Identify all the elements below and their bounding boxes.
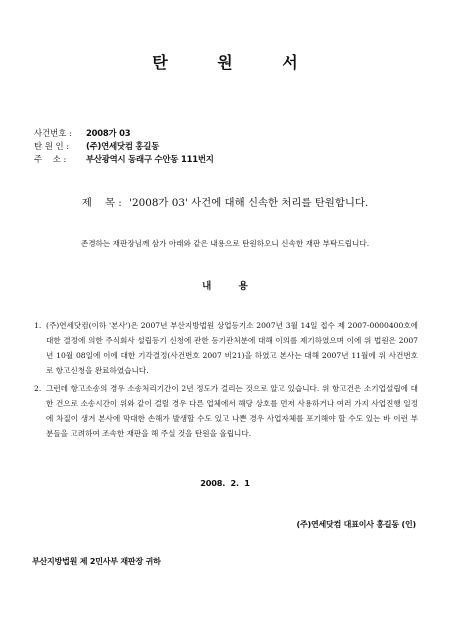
document-title: 탄 원 서	[152, 53, 320, 72]
address-label: 주 소 :	[34, 154, 67, 164]
subject-label: 제 목 :	[81, 197, 122, 209]
subject-line	[0, 194, 450, 209]
paragraph-1	[34, 318, 418, 378]
petitioner-label: 탄 원 인 :	[34, 141, 70, 151]
case-number-value: 2008가 03	[86, 128, 131, 138]
intro-text: 존경하는 재판장님께 삼가 아래와 같은 내용으로 탄원하오니 신속한 재판 부탁드립니다.	[80, 239, 370, 248]
case-number-label: 사건번호 :	[34, 128, 72, 138]
petitioner-value: (주)연세닷컴 홍길동	[86, 141, 160, 151]
header-info	[34, 127, 214, 166]
section-title: 내 용	[202, 281, 260, 292]
signer: (주)연세닷컴 대표이사 홍길동 (인)	[296, 520, 416, 529]
subject-text: '2008가 03' 사건에 대해 신속한 처리를 탄원합니다.	[129, 197, 369, 209]
address-value: 부산광역시 동래구 수안동 111번지	[86, 154, 214, 164]
recipient: 부산지방법원 제 2민사부 재판장 귀하	[32, 557, 161, 566]
paragraph-number: 2.	[34, 384, 42, 393]
case-number-row	[34, 127, 214, 140]
paragraph-number: 1.	[34, 321, 42, 330]
paragraph-2	[34, 381, 418, 441]
paragraph-text: (주)연세닷컴(이하 '본사')은 2007년 부산지방법원 상업등기소 2007년 3월 14일 접수 제 2007-0000400호에 대한 결정에 의한 주식회사 설립등기 신청에 관한 등기관처분에 대해 이의를 제기하였으며 이에 위 법원은 2007년 10월 08일에 이에 대한 기각결정(사건번호 2007 비21)을 하였고 본사는 대해 2007년 11월에 위 사건번호로 항고신청을 완료하였습니다.	[46, 321, 418, 375]
address-row	[34, 153, 214, 166]
paragraph-text: 그런데 항고소송의 경우 소송처리기간이 2년 정도가 걸리는 것으로 알고 있습니다. 위 항고건은 소기업설립에 대한 건으로 소송시간이 위와 같이 걸릴 경우 다른 업체에서 해당 상호를 먼저 사용하거나 여러 가지 사업진행 일정에 차질이 생겨 본사에 막대한 손해가 발생할 수도 있고 나쁜 경우 사업자체를 포기해야 할 수도 있는 바 이런 부분들을 고려하여 조속한 재판을 해 주실 것을 탄원을 올립니다.	[46, 384, 418, 438]
document-date: 2008. 2. 1	[200, 478, 250, 488]
petitioner-row	[34, 140, 214, 153]
